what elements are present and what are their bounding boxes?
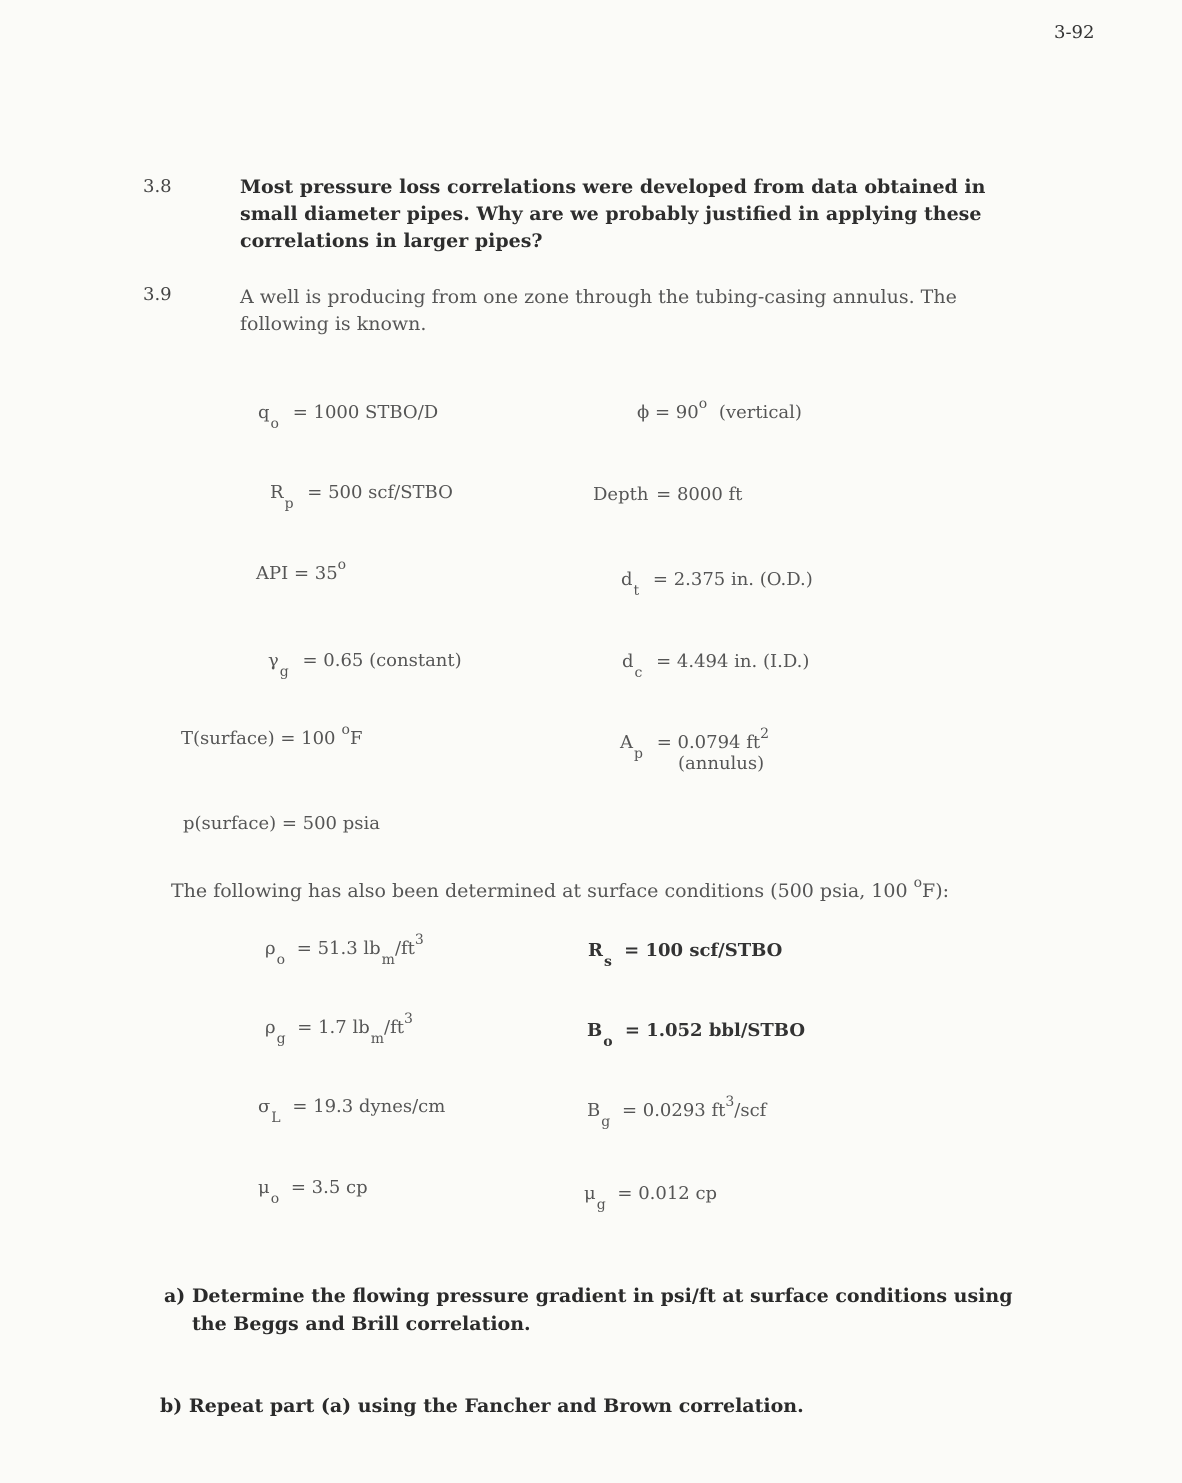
problem-3-9-text: [240, 284, 957, 338]
question-a: [164, 1282, 1013, 1338]
given-ap: $A_p = 0.0794$ $ft^2$ (annulus): [620, 726, 770, 774]
text-line: Most pressure loss correlations were developed from data obtained in: [240, 176, 986, 198]
text-line: correlations in larger pipes?: [240, 230, 543, 252]
problem-3-8-text: [240, 174, 985, 255]
question-a-label: a): [164, 1285, 186, 1307]
surface-gas-viscosity: $\mu_g = 0.012$ cp: [584, 1183, 718, 1213]
surface-gas-density: $\rho_g = 1.7$ $lb_m/ft^3$: [265, 1011, 413, 1047]
text-line: Determine the flowing pressure gradient in psi/ft at surface conditions using: [191, 1285, 1013, 1307]
surface-oil-density: $\rho_o = 51.3$ $lb_m/ft^3$: [265, 932, 424, 968]
text-line: following is known.: [240, 313, 427, 335]
problem-number-3-9: 3.9: [143, 284, 172, 305]
text-line: A well is producing from one zone through the tubing-casing annulus. The: [240, 286, 957, 308]
text-line: small diameter pipes. Why are we probably justified in applying these: [240, 203, 982, 225]
text-line: Repeat part (a) using the Fancher and Brown correlation.: [188, 1395, 804, 1417]
given-api: API = $35^o$: [256, 557, 347, 584]
given-surface-temperature: T(surface) = 100 $^o$F: [181, 722, 363, 749]
given-angle: $\phi = 90^o$ (vertical): [637, 396, 802, 423]
given-dc: $d_c = 4.494$ in. (I.D.): [622, 651, 810, 681]
text-line: the Beggs and Brill correlation.: [192, 1313, 531, 1335]
question-b: [160, 1392, 804, 1420]
given-rp: $R_p = 500$ scf/STBO: [270, 482, 453, 512]
surface-surface-tension: $\sigma_L = 19.3$ dynes/cm: [258, 1096, 446, 1126]
given-dt: $d_t = 2.375$ in. (O.D.): [621, 569, 813, 599]
surface-bo: $B_o = 1.052$ bbl/STBO: [587, 1020, 806, 1050]
surface-oil-viscosity: $\mu_o = 3.5$ cp: [258, 1177, 368, 1207]
surface-bg: $B_g = 0.0293$ $ft^3$/scf: [587, 1094, 767, 1130]
page-number: 3-92: [1054, 22, 1095, 43]
surface-intro: The following has also been determined at surface conditions (500 psia, 100 $^o$F):: [171, 875, 950, 902]
given-surface-pressure: p(surface) = 500 psia: [183, 813, 380, 834]
given-qo: $q_o = 1000$ STBO/D: [258, 402, 439, 432]
surface-rs: $R_s = 100$ scf/STBO: [588, 940, 783, 970]
given-gamma: $\gamma_g = 0.65$ (constant): [268, 650, 462, 680]
problem-number-3-8: 3.8: [143, 176, 172, 197]
question-b-label: b): [160, 1395, 183, 1417]
given-depth: Depth = 8000 ft: [593, 484, 743, 505]
